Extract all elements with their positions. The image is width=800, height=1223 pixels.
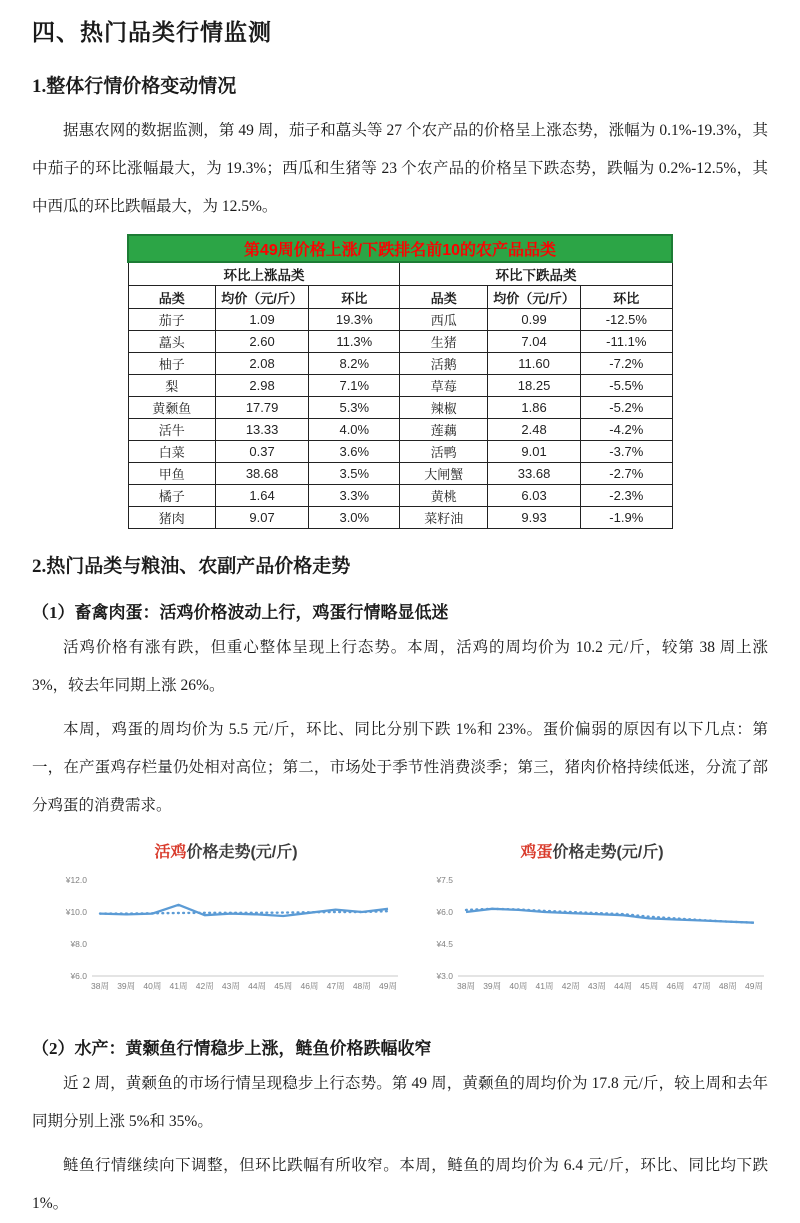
x-axis-tick: 41周: [535, 981, 554, 991]
table-column-header: 均价（元/斤）: [216, 286, 309, 309]
subsection-1-heading: （1）畜禽肉蛋：活鸡价格波动上行，鸡蛋行情略显低迷: [32, 603, 449, 622]
table-group-header-row: [128, 262, 672, 286]
charts-row: [50, 835, 768, 1014]
table-cell: 活鸭: [400, 441, 488, 463]
table-cell: 11.60: [488, 353, 581, 375]
x-axis-tick: 48周: [718, 981, 737, 991]
table-cell: 活鹅: [400, 353, 488, 375]
chart-title-rest: 价格走势(元/斤): [552, 844, 664, 861]
page-title: 四、热门品类行情监测: [32, 20, 272, 45]
x-axis-tick: 44周: [248, 981, 267, 991]
table-cell: 猪肉: [128, 507, 216, 529]
table-cell: 大闸蟹: [400, 463, 488, 485]
table-cell: 柚子: [128, 353, 216, 375]
chart-title-highlight: 鸡蛋: [520, 844, 553, 861]
table-cell: 3.3%: [309, 485, 400, 507]
x-axis-tick: 49周: [745, 981, 763, 991]
table-cell: 甲鱼: [128, 463, 216, 485]
table-row: [128, 375, 672, 397]
chart-live-chicken: [50, 835, 402, 1014]
table-column-header: 环比: [309, 286, 400, 309]
table-cell: 西瓜: [400, 309, 488, 331]
x-axis-tick: 38周: [91, 981, 109, 991]
chart-title-live-chicken: [50, 839, 402, 862]
x-axis-tick: 46周: [300, 981, 319, 991]
aquatic-paragraph-2: 鲢鱼行情继续向下调整，但环比跌幅有所收窄。本周，鲢鱼的周均价为 6.4 元/斤，环比、同比均下跌 1%。: [32, 1157, 768, 1212]
line-chart-egg: [416, 864, 768, 1014]
x-axis-tick: 47周: [326, 981, 345, 991]
table-cell: 18.25: [488, 375, 581, 397]
table-title-row: [128, 235, 672, 262]
table-cell: 0.99: [488, 309, 581, 331]
table-cell: -11.1%: [581, 331, 672, 353]
table-row: [128, 507, 672, 529]
y-axis-tick: ¥7.5: [436, 875, 453, 885]
table-cell: 17.79: [216, 397, 309, 419]
table-cell: 7.1%: [309, 375, 400, 397]
y-axis-tick: ¥10.0: [65, 907, 87, 917]
chart-title-egg: [416, 839, 768, 862]
livestock-paragraph-1: 活鸡价格有涨有跌，但重心整体呈现上行态势。本周，活鸡的周均价为 10.2 元/斤，较第 38 周上涨 3%，较去年同期上涨 26%。: [32, 639, 768, 694]
subsection-2-heading: （2）水产：黄颡鱼行情稳步上涨，鲢鱼价格跌幅收窄: [32, 1039, 432, 1058]
x-axis-tick: 42周: [561, 981, 580, 991]
table-row: [128, 397, 672, 419]
table-cell: 5.3%: [309, 397, 400, 419]
x-axis-tick: 38周: [457, 981, 475, 991]
table-cell: -4.2%: [581, 419, 672, 441]
table-cell: 2.08: [216, 353, 309, 375]
y-axis-tick: ¥6.0: [70, 971, 87, 981]
table-cell: -2.7%: [581, 463, 672, 485]
x-axis-tick: 45周: [274, 981, 293, 991]
x-axis-tick: 40周: [143, 981, 162, 991]
price-rank-table: [127, 234, 673, 529]
table-cell: 2.48: [488, 419, 581, 441]
y-axis-tick: ¥6.0: [436, 907, 453, 917]
table-cell: 13.33: [216, 419, 309, 441]
aquatic-paragraph-1: 近 2 周，黄颡鱼的市场行情呈现稳步上行态势。第 49 周，黄颡鱼的周均价为 17.8 元/斤，较上周和去年同期分别上涨 5%和 35%。: [32, 1075, 768, 1130]
table-group-header: 环比上涨品类: [128, 262, 400, 286]
x-axis-tick: 45周: [640, 981, 659, 991]
table-row: [128, 463, 672, 485]
table-cell: 7.04: [488, 331, 581, 353]
table-cell: 草莓: [400, 375, 488, 397]
table-cell: 1.86: [488, 397, 581, 419]
table-cell: 橘子: [128, 485, 216, 507]
livestock-paragraph-2: 本周，鸡蛋的周均价为 5.5 元/斤，环比、同比分别下跌 1%和 23%。蛋价偏弱的原因有以下几点：第一，在产蛋鸡存栏量仍处相对高位；第二，市场处于季节性消费淡季；第三，猪肉价格持续低迷，分流了部分鸡蛋的消费需求。: [32, 721, 768, 814]
table-cell: 梨: [128, 375, 216, 397]
table-body: [128, 309, 672, 529]
table-cell: 黄桃: [400, 485, 488, 507]
section-2-heading: 2.热门品类与粮油、农副产品价格走势: [32, 556, 351, 577]
chart-title-rest: 价格走势(元/斤): [186, 844, 298, 861]
table-cell: 19.3%: [309, 309, 400, 331]
table-row: [128, 419, 672, 441]
table-cell: 1.09: [216, 309, 309, 331]
x-axis-tick: 44周: [614, 981, 633, 991]
table-cell: 11.3%: [309, 331, 400, 353]
x-axis-tick: 46周: [666, 981, 685, 991]
table-cell: -1.9%: [581, 507, 672, 529]
table-cell: -3.7%: [581, 441, 672, 463]
table-cell: 白菜: [128, 441, 216, 463]
table-cell: 茄子: [128, 309, 216, 331]
table-cell: 辣椒: [400, 397, 488, 419]
table-column-header: 均价（元/斤）: [488, 286, 581, 309]
table-column-header: 环比: [581, 286, 672, 309]
overview-paragraph: 据惠农网的数据监测，第 49 周，茄子和藠头等 27 个农产品的价格呈上涨态势，涨幅为 0.1%-19.3%，其中茄子的环比涨幅最大，为 19.3%；西瓜和生猪等 23 个农产品的价格呈下跌态势，跌幅为 0.2%-12.5%，其中西瓜的环比跌幅最大，为 12.5%。: [32, 122, 768, 215]
table-cell: 莲藕: [400, 419, 488, 441]
table-row: [128, 353, 672, 375]
line-chart-live-chicken: [50, 864, 402, 1014]
table-cell: 9.01: [488, 441, 581, 463]
x-axis-tick: 39周: [483, 981, 502, 991]
table-cell: 4.0%: [309, 419, 400, 441]
table-cell: 菜籽油: [400, 507, 488, 529]
x-axis-tick: 39周: [117, 981, 136, 991]
x-axis-tick: 43周: [587, 981, 606, 991]
table-column-header-row: [128, 286, 672, 309]
table-cell: 活牛: [128, 419, 216, 441]
y-axis-tick: ¥12.0: [65, 875, 87, 885]
x-axis-tick: 40周: [509, 981, 528, 991]
table-cell: 3.6%: [309, 441, 400, 463]
y-axis-tick: ¥4.5: [436, 939, 453, 949]
chart-title-highlight: 活鸡: [154, 844, 187, 861]
y-axis-tick: ¥8.0: [70, 939, 87, 949]
table-cell: 1.64: [216, 485, 309, 507]
table-row: [128, 331, 672, 353]
y-axis-tick: ¥3.0: [436, 971, 453, 981]
table-row: [128, 441, 672, 463]
table-row: [128, 309, 672, 331]
table-cell: 黄颡鱼: [128, 397, 216, 419]
x-axis-tick: 47周: [692, 981, 711, 991]
section-1-heading: 1.整体行情价格变动情况: [32, 76, 237, 97]
table-cell: -5.5%: [581, 375, 672, 397]
chart-egg: [416, 835, 768, 1014]
table-row: [128, 485, 672, 507]
table-cell: 3.0%: [309, 507, 400, 529]
x-axis-tick: 48周: [352, 981, 371, 991]
table-cell: 2.60: [216, 331, 309, 353]
x-axis-tick: 43周: [221, 981, 240, 991]
table-cell: 0.37: [216, 441, 309, 463]
table-cell: 9.93: [488, 507, 581, 529]
table-cell: 9.07: [216, 507, 309, 529]
table-cell: 3.5%: [309, 463, 400, 485]
table-cell: -5.2%: [581, 397, 672, 419]
table-cell: 38.68: [216, 463, 309, 485]
x-axis-tick: 42周: [195, 981, 214, 991]
table-group-header: 环比下跌品类: [400, 262, 672, 286]
table-cell: 2.98: [216, 375, 309, 397]
table-cell: 33.68: [488, 463, 581, 485]
series-solid-line: [100, 905, 388, 916]
table-cell: -7.2%: [581, 353, 672, 375]
x-axis-tick: 41周: [169, 981, 188, 991]
table-column-header: 品类: [400, 286, 488, 309]
table-cell: -12.5%: [581, 309, 672, 331]
table-cell: -2.3%: [581, 485, 672, 507]
table-cell: 6.03: [488, 485, 581, 507]
table-cell: 8.2%: [309, 353, 400, 375]
table-cell: 生猪: [400, 331, 488, 353]
table-column-header: 品类: [128, 286, 216, 309]
table-title: 第49周价格上涨/下跌排名前10的农产品品类: [128, 235, 672, 262]
x-axis-tick: 49周: [379, 981, 397, 991]
table-cell: 藠头: [128, 331, 216, 353]
